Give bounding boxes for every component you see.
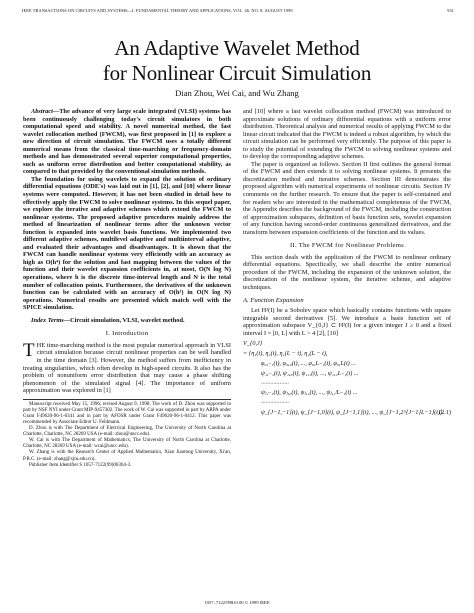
body-paragraph-4: Let H²(I) be a Sobolev space which basically contains functions with square integrable second derivatives [5]. We introduce a basis function set of approximation subspace V_{0,J} ⊂ H²(I) for a given integer J ≥ 0 and a fixed interval I = [0, L] with L > 4 [2], [10] [243,307,451,337]
right-column [243,108,451,418]
footnote-cai: W. Cai is with The Department of Mathematics, The University of North Carolina at Charlotte, Charlotte, NC 28269 USA (e-mail: wcai@uncc.edu). [23,438,231,450]
author-list: Dian Zhou, Wei Cai, and Wu Zhang [175,88,299,98]
equation-line: φ₀,₋₁(t), φ₀,₀(t), ..., φ₀,L₋₁(t), φ₀,L(t) ... [261,359,356,367]
running-header [22,8,454,13]
footnote-zhang: W. Zhang is with the Research Center of Applied Mathematics, Xian Jiaotong University, Xi'an, P.R.C. (e-mail: zhang@xjtu.edu.cn). [23,450,231,462]
abstract-label: Abstract— [31,108,60,115]
equation-number: (2.1) [439,408,451,416]
index-terms [23,317,231,325]
footnote-manuscript: Manuscript received May 15, 1996; revised August 9, 1998. The work of D. Zhou was supported in part by NSF NYI under Grant MIP-9457302. The work of W. Cai was supported in part by ARPA under Grant F49620-96-1-0341 and in part by AFOSR under Grant F49620-96-1-0412. This paper was recommended by Associate Editor U. Feldmann. [23,401,231,425]
section-heading-introduction: I. Introduction [105,330,149,338]
journal-line: IEEE TRANSACTIONS ON CIRCUITS AND SYSTEMS—I: FUNDAMENTAL THEORY AND APPLICATIONS, VOL. 46, NO. 8, AUGUST 1999 [22,8,293,13]
abstract-text: The advance of very large scale integrated (VLSI) systems has been continuously challenging today's circuit simulators in both computational speed and stability. A novel numerical method, the fast wavelet collocation method (FWCM), was first proposed in [1] to explore a new direction of circuit simulation. The FWCM uses a totally different numerical means from the classical time-marching or frequency-domain methods and has demonstrated several superior computational properties, such as uniform error distribution and better computational stability, as compared to that provided by the conventional simulation methods. [23,108,231,176]
drop-cap: T [23,339,35,361]
intro-paragraph [23,339,231,395]
index-terms-label: Index Terms— [31,316,71,324]
footnotes [23,399,231,469]
abstract [23,108,231,176]
equation-line: ψⱼ,₋₁(t), ψⱼ,₀(t), ψⱼ,₁(t), ..., ψⱼ,₂ʲL₋₁(t) ... [261,389,358,397]
equation-line: ψ_{J−1,−1}(t), ψ_{J−1,0}(t), ψ_{J−1,1}(t), ..., ψ_{J−1,2^{J−1}L−1}(t)} [261,408,443,416]
title-line-1: An Adaptive Wavelet Method [114,36,360,60]
equation-line-last [243,408,451,418]
footnote-publisher-id: Publisher Item Identifier S 1057-7122(99)06364-3. [29,462,132,468]
equation-line: = {η₁(t), η₂(t), η₁(L − t), η₂(L − t), [243,350,328,358]
body-paragraph-1: and [10] where a fast wavelet collocation method (FWCM) was introduced to approximate solutions of ordinary differential equations with a uniform error distribution. Theoretical analysis and numerical results of applying FWCM to the linear circuit indicated that the FWCM is indeed a robust algorithm, by which the circuit simulation can be performed very efficiently. The purpose of this paper is to study the potential of extending the FWCM to solving nonlinear systems and to develop the corresponding adaptive schemes. [243,108,451,161]
equation-line: V_{0,J} [243,340,263,348]
equation-2-1 [243,339,451,417]
body-paragraph-3: This section deals with the application of the FWCM to nonlinear ordinary differential equations. Specifically, we shall describe the entire numerical procedure of the FWCM, including the expansion of the unknown solution, the discretization of the nonlinear system, the iterative scheme, and adaptive techniques. [243,253,451,292]
index-terms-text: Circuit simulation, VLSI, wavelet method. [70,316,185,324]
equation-line: ·················· [261,399,289,407]
section-heading-fwcm: II. The FWCM for Nonlinear Problems [289,242,405,250]
paper-title [0,36,474,86]
page-number: 931 [447,8,454,13]
body-paragraph-2: The paper is organized as follows. Section II first outlines the general format of the FWCM and then extends it to solving nonlinear systems. It presents the discretization method and iterative schemes. Section III demonstrates the proposed algorithm with numerical experiments of nonlinear circuits. Section IV comments on the further research. To ensure that the paper is self-contained and for readers who are interested in the mathematical completeness of the FWCM, the Appendix describes the background of the FWCM, including the construction of approximation subspaces, definition of basis function sets, wavelet expansion of any function having second-order continuous generalized derivatives, and the transform between expansion coefficients of the function and its values. [243,160,451,236]
subsection-heading-function-expansion: A. Function Expansion [243,296,304,304]
abstract-paragraph-2: The foundation for using wavelets to expand the solution of ordinary differential equations (ODE's) was laid out in [1], [2], and [10] where linear systems were computed. However, it has not been studied in detail how to effectively apply the FWCM to solve nonlinear systems. In this sequel paper, we explore the iterative and adaptive schemes which extend the FWCM to nonlinear systems. The proposed adaptive procedures mainly address the method of linearization of nonlinear terms after the unknown vector function is expanded into wavelet basis functions. We implemented two different adaptive schemes, multilevel adaptive and multiinterval adaptive, and evaluated their advantages and disadvantages. It is shown that the FWCM can handle nonlinear systems very efficiently with an accuracy as high as O(h⁴) for the solution and fast mapping between the values of the function and their wavelet expansion coefficients in, at most, O(N log N) operations, where h is the discrete time-interval length and N is the total number of collocation points. Furthermore, the derivatives of the unknown function can be calculated with an accuracy of O(h³) in O(N log N) operations. Numerical results are presented which match well with the SPICE simulation. [23,175,231,312]
left-column [23,108,231,469]
title-line-2: for Nonlinear Circuit Simulation [102,61,372,85]
equation-line: ψ₁,₋₁(t), ψ₁,₀(t), ψ₁,₁(t), ..., ψ₁,₂L₋₁(t) ... [261,369,359,377]
footnote-zhou: D. Zhou is with The Department of Electrical Engineering, The University of North Carolina at Charlotte, Charlotte, NC 28269 USA (e-mail: zhou@uncc.edu). [23,426,231,438]
intro-text: HE time-marching method is the most popular numerical approach in VLSI circuit simulation because circuit nonlinear properties can be well handled in the time domain [3]. However, the method suffers from inefficiency in treating singularities, which often develop in high-speed circuits. It also has the problem of nonuniform error distribution that may cause a phase shifting phenomenon of the simulated signal [4]. The importance of uniform approximation was explored in [1] [23,341,231,395]
copyright-line: 1057–7122/99$10.00 © 1999 IEEE [204,600,270,605]
equation-line: ·················· [261,379,289,387]
